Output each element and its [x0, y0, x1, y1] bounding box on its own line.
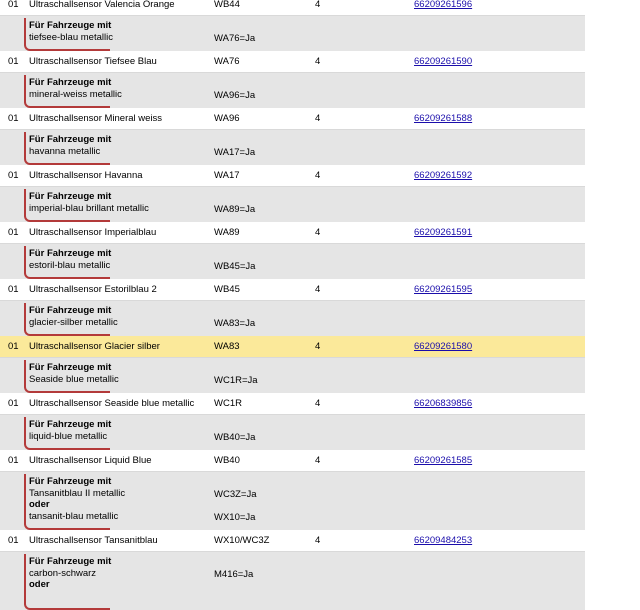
condition-row — [0, 187, 585, 222]
part-description: Ultraschallsensor Tiefsee Blau — [29, 56, 157, 67]
part-description: Ultraschallsensor Havanna — [29, 170, 143, 181]
quantity: 4 — [315, 113, 321, 124]
condition-row — [0, 472, 585, 530]
condition-code: WA76=Ja — [214, 32, 256, 44]
position-number: 01 — [8, 455, 19, 466]
condition-color-name: imperial-blau brillant metallic — [29, 202, 149, 214]
part-description: Ultraschallsensor Liquid Blue — [29, 455, 152, 466]
part-row[interactable] — [0, 530, 585, 552]
condition-row — [0, 415, 585, 450]
part-number-link[interactable]: 66209261585 — [414, 455, 473, 466]
condition-row — [0, 244, 585, 279]
condition-color-name: liquid-blue metallic — [29, 430, 108, 442]
part-row[interactable] — [0, 450, 585, 472]
position-number: 01 — [8, 535, 19, 546]
quantity: 4 — [315, 455, 321, 466]
part-row[interactable] — [0, 108, 585, 130]
condition-code: WA17=Ja — [214, 146, 256, 158]
part-description: Ultraschallsensor Valencia Orange — [29, 0, 175, 10]
condition-header: Für Fahrzeuge mit — [29, 556, 112, 567]
position-number: 01 — [8, 56, 19, 67]
condition-color-name: tiefsee-blau metallic — [29, 31, 113, 43]
part-row[interactable] — [0, 393, 585, 415]
option-code: WA76 — [214, 56, 240, 67]
condition-code: WB45=Ja — [214, 260, 256, 272]
condition-header: Für Fahrzeuge mit — [29, 20, 112, 31]
part-number-link[interactable]: 66209261590 — [414, 56, 473, 67]
condition-row — [0, 73, 585, 108]
condition-color-name: Tansanitblau II metallic — [29, 487, 126, 499]
part-number-link[interactable]: 66206839856 — [414, 398, 473, 409]
condition-header: Für Fahrzeuge mit — [29, 134, 112, 145]
condition-header: Für Fahrzeuge mit — [29, 362, 112, 373]
option-code: WB40 — [214, 455, 240, 466]
condition-code: WA83=Ja — [214, 317, 256, 329]
part-row[interactable] — [0, 279, 585, 301]
quantity: 4 — [315, 56, 321, 67]
part-row[interactable] — [0, 165, 585, 187]
option-code: WX10/WC3Z — [214, 535, 270, 546]
part-number-link[interactable]: 66209261591 — [414, 227, 473, 238]
part-number-link[interactable]: 66209261588 — [414, 113, 473, 124]
condition-row — [0, 358, 585, 393]
part-row[interactable] — [0, 222, 585, 244]
condition-code: WC1R=Ja — [214, 374, 258, 386]
condition-header: Für Fahrzeuge mit — [29, 305, 112, 316]
condition-or: oder — [29, 579, 50, 590]
condition-code: WX10=Ja — [214, 511, 256, 523]
condition-color-name: tansanit-blau metallic — [29, 510, 119, 522]
quantity: 4 — [315, 284, 321, 295]
condition-color-name: Seaside blue metallic — [29, 373, 119, 385]
position-number: 01 — [8, 113, 19, 124]
condition-code: WA96=Ja — [214, 89, 256, 101]
part-number-link[interactable]: 66209484253 — [414, 535, 473, 546]
part-description: Ultraschallsensor Glacier silber — [29, 341, 160, 352]
option-code: WC1R — [214, 398, 242, 409]
condition-row — [0, 552, 585, 610]
part-number-link[interactable]: 66209261596 — [414, 0, 473, 10]
condition-color-name: havanna metallic — [29, 145, 101, 157]
option-code: WB44 — [214, 0, 240, 10]
position-number: 01 — [8, 341, 19, 352]
option-code: WA96 — [214, 113, 240, 124]
condition-code: WA89=Ja — [214, 203, 256, 215]
quantity: 4 — [315, 0, 321, 10]
condition-header: Für Fahrzeuge mit — [29, 476, 112, 487]
condition-row — [0, 16, 585, 51]
condition-or: oder — [29, 499, 50, 510]
quantity: 4 — [315, 341, 321, 352]
condition-color-name: estoril-blau metallic — [29, 259, 111, 271]
part-description: Ultraschallsensor Mineral weiss — [29, 113, 163, 124]
part-description: Ultraschallsensor Tansanitblau — [29, 535, 158, 546]
part-number-link[interactable]: 66209261595 — [414, 284, 473, 295]
condition-header: Für Fahrzeuge mit — [29, 77, 112, 88]
condition-header: Für Fahrzeuge mit — [29, 419, 112, 430]
position-number: 01 — [8, 284, 19, 295]
quantity: 4 — [315, 227, 321, 238]
position-number: 01 — [8, 170, 19, 181]
position-number: 01 — [8, 0, 19, 10]
condition-header: Für Fahrzeuge mit — [29, 248, 112, 259]
condition-row — [0, 130, 585, 165]
condition-header: Für Fahrzeuge mit — [29, 191, 112, 202]
option-code: WA83 — [214, 341, 240, 352]
part-row[interactable] — [0, 336, 585, 358]
condition-code: WB40=Ja — [214, 431, 256, 443]
position-number: 01 — [8, 227, 19, 238]
part-number-link[interactable]: 66209261592 — [414, 170, 473, 181]
position-number: 01 — [8, 398, 19, 409]
quantity: 4 — [315, 170, 321, 181]
condition-code: M416=Ja — [214, 568, 254, 580]
part-description: Ultraschallsensor Seaside blue metallic — [29, 398, 195, 409]
quantity: 4 — [315, 398, 321, 409]
condition-color-name: mineral-weiss metallic — [29, 88, 122, 100]
option-code: WB45 — [214, 284, 240, 295]
part-description: Ultraschallsensor Imperialblau — [29, 227, 157, 238]
option-code: WA17 — [214, 170, 240, 181]
part-row[interactable] — [0, 51, 585, 73]
part-row[interactable] — [0, 0, 585, 16]
part-number-link[interactable]: 66209261580 — [414, 341, 473, 352]
part-description: Ultraschallsensor Estorilblau 2 — [29, 284, 157, 295]
option-code: WA89 — [214, 227, 240, 238]
condition-row — [0, 301, 585, 336]
condition-color-name: carbon-schwarz — [29, 567, 97, 579]
condition-color-name: glacier-silber metallic — [29, 316, 118, 328]
quantity: 4 — [315, 535, 321, 546]
condition-code: WC3Z=Ja — [214, 488, 257, 500]
